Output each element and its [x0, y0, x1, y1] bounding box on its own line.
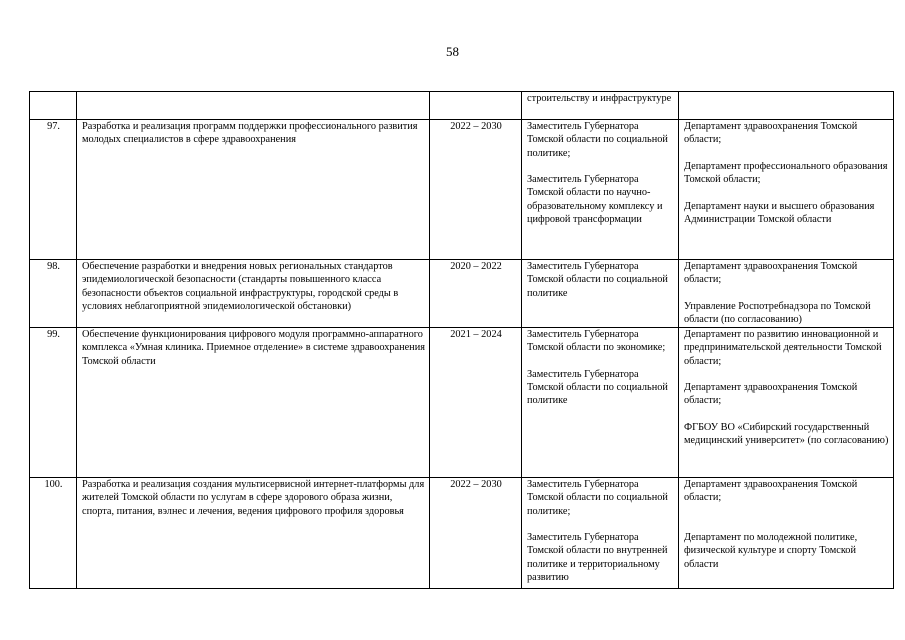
responsible-entry: Заместитель Губернатора Томской области по социальной политике [527, 261, 668, 299]
period-cell: 2022 – 2030 [430, 478, 522, 589]
row-number [30, 92, 77, 120]
executors-cell [679, 478, 894, 589]
responsible-cell [522, 92, 679, 120]
period-cell: 2021 – 2024 [430, 328, 522, 478]
executor-entry: Департамент науки и высшего образования Администрации Томской области [684, 200, 875, 226]
row-number: 100. [30, 478, 77, 589]
executor-entry: Управление Роспотребнадзора по Томской области (по согласованию) [684, 300, 871, 326]
period-cell [430, 92, 522, 120]
period-cell: 2020 – 2022 [430, 260, 522, 328]
executors-cell [679, 120, 894, 260]
responsible-entry: Заместитель Губернатора Томской области по экономике; [527, 329, 666, 354]
period-cell: 2022 – 2030 [430, 120, 522, 260]
executor-entry: Департамент здравоохранения Томской области; [684, 261, 858, 286]
executor-entry: Департамент профессионального образования Томской области; [684, 160, 888, 186]
executor-entry: Департамент здравоохранения Томской области; [684, 382, 858, 407]
executors-cell [679, 260, 894, 328]
task-cell: Разработка и реализация программ поддержки профессионального развития молодых специалистов в сфере здравоохранения [77, 120, 430, 260]
responsible-cell [522, 328, 679, 478]
row-number: 97. [30, 120, 77, 260]
responsible-entry: Заместитель Губернатора Томской области по внутренней политике и территориальному развитию [527, 532, 668, 584]
responsible-entry: Заместитель Губернатора Томской области по социальной политике; [527, 121, 668, 159]
executor-entry: ФГБОУ ВО «Сибирский государственный медицинский университет» (по согласованию) [684, 422, 889, 447]
responsible-cell [522, 120, 679, 260]
table-row [30, 478, 894, 589]
task-cell: Обеспечение разработки и внедрения новых региональных стандартов эпидемиологической безопасности (стандарты повышенного класса безопасности объектов социальной инфраструктуры, городской среды в условиях неблагоприятной эпидемиологической обстановки) [77, 260, 430, 328]
table-row [30, 328, 894, 478]
table-row [30, 260, 894, 328]
executor-entry: Департамент здравоохранения Томской области; [684, 121, 858, 146]
row-number: 99. [30, 328, 77, 478]
task-cell: Обеспечение функционирования цифрового модуля программно-аппаратного комплекса «Умная клиника. Приемное отделение» в системе здравоохранения Томской области [77, 328, 430, 478]
executor-entry: Департамент здравоохранения Томской области; [684, 479, 858, 504]
responsible-cell [522, 478, 679, 589]
responsible-entry: Заместитель Губернатора Томской области по научно-образовательному комплексу и цифровой трансформации [527, 174, 663, 226]
task-cell: Разработка и реализация создания мультисервисной интернет-платформы для жителей Томской области по услугам в сфере здорового образа жизни, спорта, питания, вэлнес и лечения, ведения цифрового профиля здоровья [77, 478, 430, 589]
executors-cell [679, 328, 894, 478]
responsible-entry: Заместитель Губернатора Томской области по социальной политике [527, 368, 668, 407]
responsible-entry: Заместитель Губернатора Томской области по социальной политике; [527, 479, 668, 517]
responsible-cell [522, 260, 679, 328]
row-number: 98. [30, 260, 77, 328]
task-cell [77, 92, 430, 120]
page-number: 58 [446, 44, 459, 59]
executor-entry: Департамент по молодежной политике, физической культуре и спорту Томской области [684, 532, 858, 570]
responsible-entry: строительству и инфраструктуре [527, 93, 672, 104]
table-row [30, 120, 894, 260]
executor-entry: Департамент по развитию инновационной и предпринимательской деятельности Томской области; [684, 329, 882, 367]
executors-cell [679, 92, 894, 120]
table-row [30, 92, 894, 120]
plan-table [29, 91, 894, 589]
